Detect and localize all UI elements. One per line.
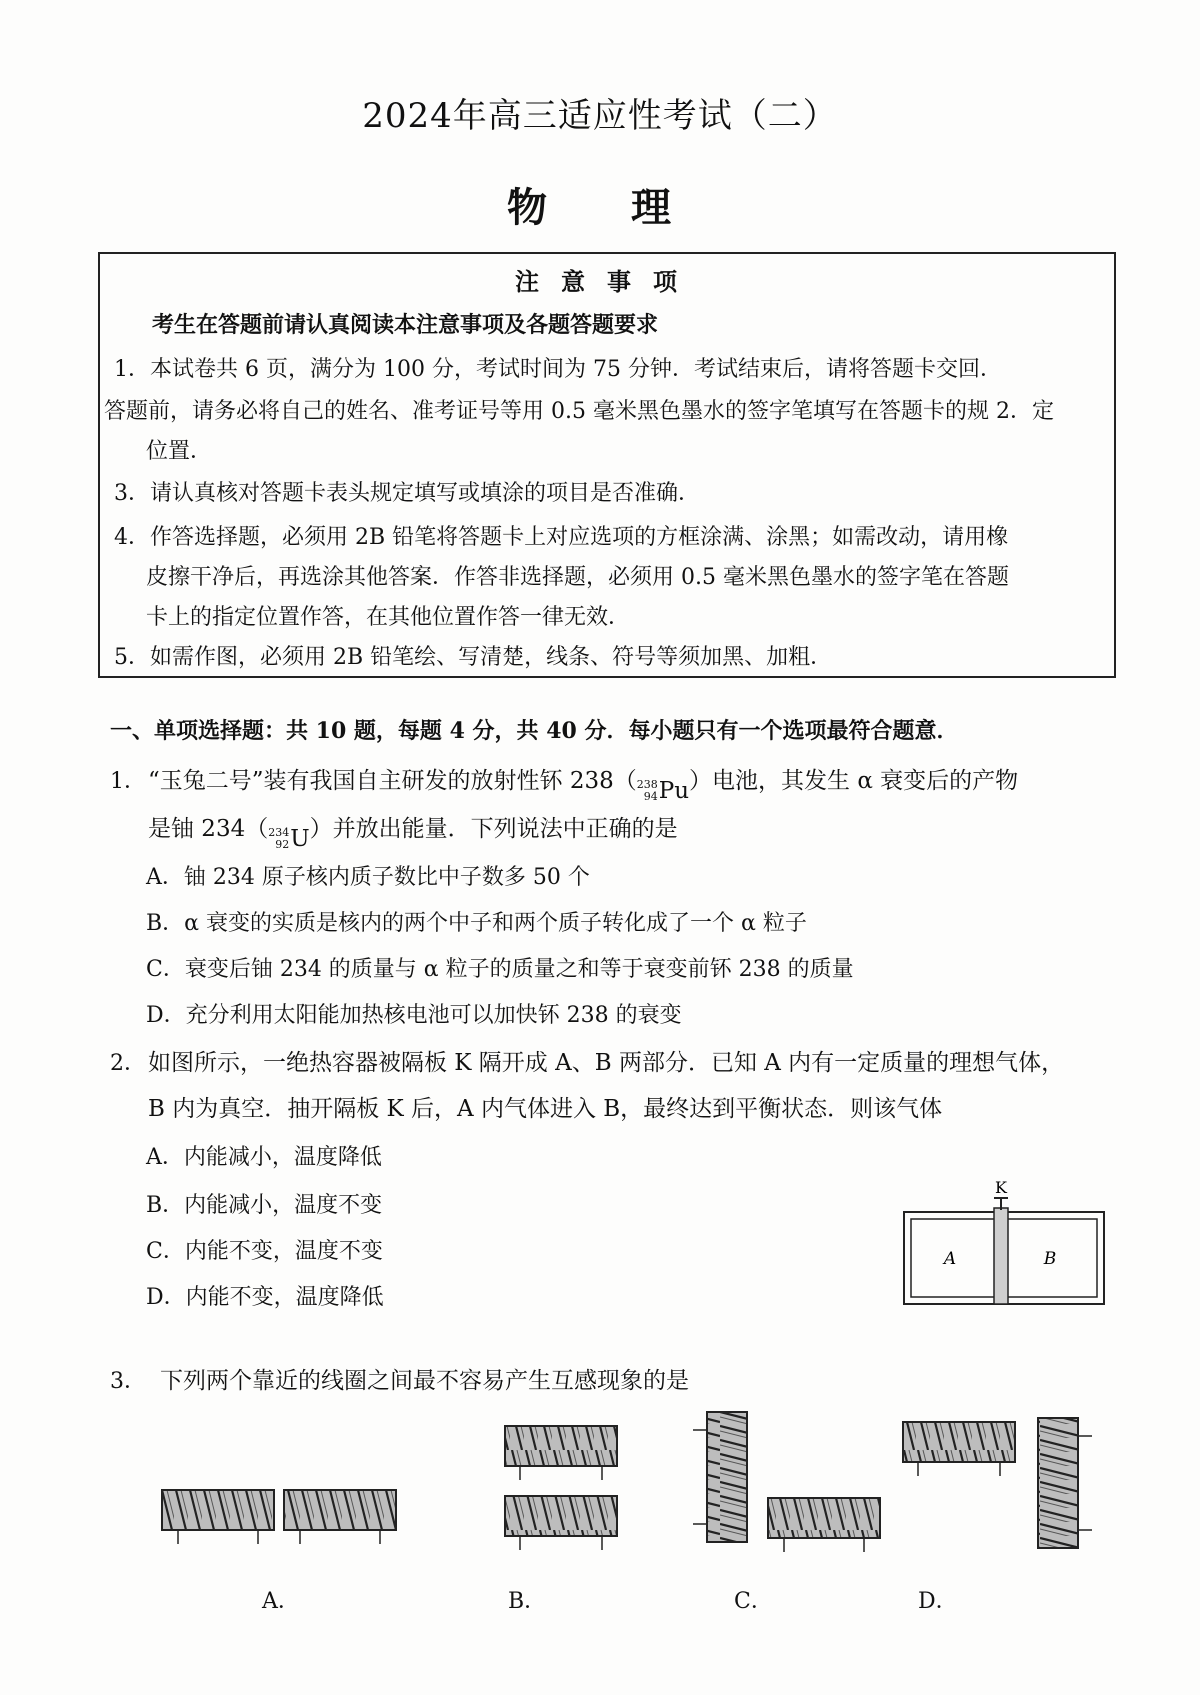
exam-title: 2024年高三适应性考试（二） [362, 96, 838, 136]
notice-line: 卡上的指定位置作答，在其他位置作答一律无效． [146, 605, 631, 630]
option-a: A．内能减小，温度降低 [146, 1145, 382, 1170]
coils-figure [160, 1410, 1120, 1575]
notice-line: 1．本试卷共 6 页，满分为 100 分，考试时间为 75 分钟．考试结束后，请将答题卡交回． [114, 357, 1002, 382]
notice-lead: 考生在答题前请认真阅读本注意事项及各题答题要求 [152, 312, 659, 338]
question-stem-line: B 内为真空．抽开隔板 K 后，A 内气体进入 B，最终达到平衡状态．则该气体 [148, 1096, 943, 1122]
option-c: C．衰变后铀 234 的质量与 α 粒子的质量之和等于衰变前钚 238 的质量 [146, 957, 854, 982]
notice-line: 4．作答选择题，必须用 2B 铅笔将答题卡上对应选项的方框涂满、涂黑；如需改动，请用橡 [114, 525, 1009, 550]
option-b: B．α 衰变的实质是核内的两个中子和两个质子转化成了一个 α 粒子 [146, 911, 807, 936]
question-stem-line: 如图所示，一绝热容器被隔板 K 隔开成 A、B 两部分．已知 A 内有一定质量的理想气体， [148, 1050, 1065, 1076]
coil-pair-b [505, 1426, 617, 1550]
notice-box [98, 252, 1116, 678]
question-stem-line: 下列两个靠近的线圈之间最不容易产生互感现象的是 [160, 1368, 689, 1394]
label-a: A [943, 1249, 957, 1269]
notice-line: 位置． [146, 439, 213, 464]
coil-pair-c [693, 1412, 880, 1552]
label-k: K [995, 1180, 1007, 1197]
figure-label-d: D． [918, 1589, 958, 1614]
label-b: B [1043, 1249, 1057, 1269]
notice-line: 3．请认真核对答题卡表头规定填写或填涂的项目是否准确． [114, 481, 700, 506]
option-b: B．内能减小，温度不变 [146, 1193, 383, 1218]
container-figure [900, 1180, 1110, 1310]
u-nuclide: 234 92 U [268, 826, 310, 852]
question-number: 2． [110, 1051, 146, 1076]
figure-label-a: A． [262, 1589, 300, 1614]
option-a: A．铀 234 原子核内质子数比中子数多 50 个 [146, 865, 590, 890]
figure-label-c: C． [734, 1589, 773, 1614]
section-heading: 一、单项选择题：共 10 题，每题 4 分，共 40 分．每小题只有一个选项最符合题意． [110, 718, 959, 744]
option-d: D．充分利用太阳能加热核电池可以加快钚 238 的衰变 [146, 1003, 682, 1028]
question-number: 1． [110, 769, 146, 794]
coil-pair-a [162, 1490, 396, 1544]
notice-line: 皮擦干净后，再选涂其他答案．作答非选择题，必须用 0.5 毫米黑色墨水的签字笔在答题 [146, 565, 1009, 590]
option-d: D．内能不变，温度降低 [146, 1285, 384, 1310]
pu-nuclide: 238 94 Pu [636, 778, 690, 804]
question-stem-line: “玉兔二号”装有我国自主研发的放射性钚 238（ 238 94 Pu ）电池，其发生 α 衰变后的产物 [148, 768, 1019, 804]
notice-line: 5．如需作图，必须用 2B 铅笔绘、写清楚，线条、符号等须加黑、加粗． [114, 645, 833, 670]
notice-heading: 注意事项 [515, 267, 699, 296]
question-number: 3． [110, 1369, 146, 1394]
subject-title: 物 理 [507, 184, 693, 231]
question-stem-line: 是铀 234（ 234 92 U ）并放出能量．下列说法中正确的是 [148, 816, 678, 852]
notice-line: 答题前，请务必将自己的姓名、准考证号等用 0.5 毫米黑色墨水的签字笔填写在答题卡的规 2．定 [104, 399, 1054, 424]
figure-label-b: B． [508, 1589, 547, 1614]
partition-k [994, 1208, 1008, 1304]
coil-pair-d [903, 1418, 1092, 1548]
option-c: C．内能不变，温度不变 [146, 1239, 383, 1264]
